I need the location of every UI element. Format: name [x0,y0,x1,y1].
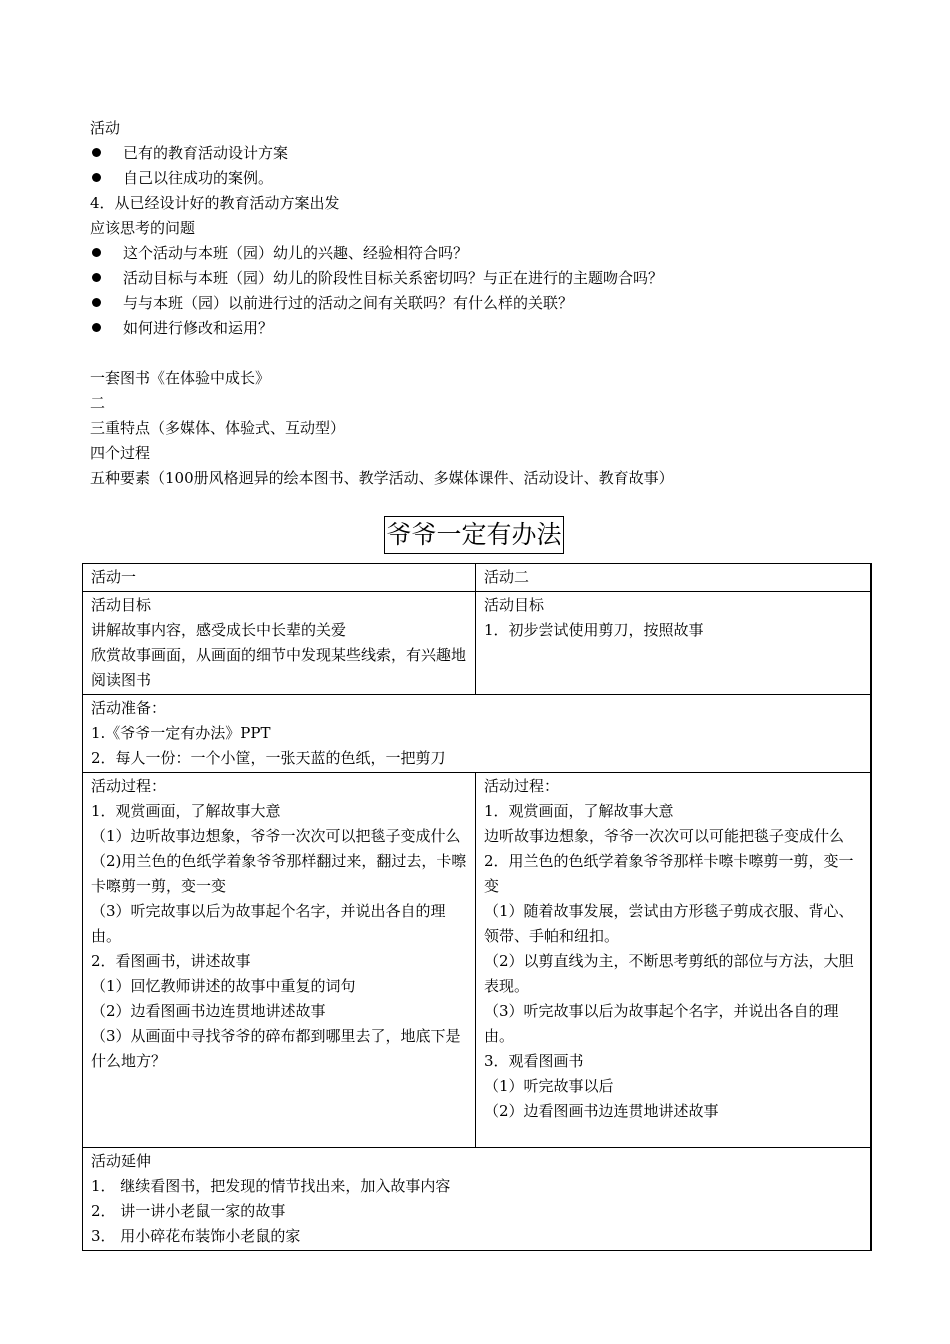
goals-right-line: 活动目标 [484,596,545,614]
process-right-line: （1）随着故事发展，尝试由方形毯子剪成衣服、背心、领带、手帕和纽扣。 [484,902,854,945]
process-left-line: （2）边看图画书边连贯地讲述故事 [91,1002,326,1020]
bullet-item [92,166,273,191]
book-line: 二 [90,394,106,412]
process-right-line: 2．用兰色的色纸学着象爷爷那样卡嚓卡嚓剪一剪，变一变 [484,852,854,895]
book-line: 四个过程 [90,444,151,462]
prep-line: 1.《爷爷一定有办法》PPT [91,724,271,742]
process-cell-left [83,773,476,1148]
activity-table [82,563,872,1251]
goals-left-line: 欣赏故事画面，从画面的细节中发现某些线索，有兴趣地阅读图书 [91,646,467,689]
bullet-dot-icon [92,248,101,257]
section-heading: 应该思考的问题 [90,219,196,237]
extension-line: 2． 讲一讲小老鼠一家的故事 [91,1202,286,1220]
process-row [83,773,871,1148]
bullet-item [92,316,273,341]
extension-cell [83,1148,871,1251]
book-line: 五种要素（100册风格迥异的绘本图书、教学活动、多媒体课件、活动设计、教育故事） [90,469,674,487]
process-left-line: 2．看图画书，讲述故事 [91,952,251,970]
bullet-dot-icon [92,273,101,282]
table-header-row [83,564,871,592]
prep-cell [83,695,871,773]
process-right-line: 活动过程： [484,777,560,795]
goals-left-line: 讲解故事内容，感受成长中长辈的关爱 [91,621,347,639]
bullet-item [92,241,468,266]
bullet-text: 已有的教育活动设计方案 [123,144,289,162]
book-line: 一套图书《在体验中成长》 [90,369,271,387]
process-left-line: （1）回忆教师讲述的故事中重复的词句 [91,977,356,995]
extension-row [83,1148,871,1251]
process-left-line: （2)用兰色的色纸学着象爷爷那样翻过来，翻过去，卡嚓卡嚓剪一剪，变一变 [91,852,467,895]
bullet-dot-icon [92,298,101,307]
goals-cell-left [83,592,476,695]
prep-row [83,695,871,773]
process-right-line: （1）听完故事以后 [484,1077,614,1095]
process-right-line: （2）边看图画书边连贯地讲述故事 [484,1102,719,1120]
bullet-dot-icon [92,148,101,157]
extension-line: 活动延伸 [91,1152,152,1170]
process-cell-right [476,773,871,1148]
bullet-item [92,291,573,316]
bullet-item [92,266,663,291]
goals-left-line: 活动目标 [91,596,152,614]
bullet-item [92,141,288,166]
extension-line: 3． 用小碎花布装饰小老鼠的家 [91,1227,301,1245]
process-left-line: 活动过程： [91,777,167,795]
bullet-dot-icon [92,323,101,332]
goals-cell-right [476,592,871,695]
section-heading: 4．从已经设计好的教育活动方案出发 [90,194,340,212]
process-right-line: 3．观看图画书 [484,1052,584,1070]
bullet-dot-icon [92,173,101,182]
header-cell-activity-2: 活动二 [476,564,871,592]
bullet-text: 活动目标与本班（园）幼儿的阶段性目标关系密切吗？与正在进行的主题吻合吗？ [123,269,664,287]
intro-heading: 活动 [90,119,121,137]
process-left-line: （3）从画面中寻找爷爷的碎布都到哪里去了，地底下是什么地方？ [91,1027,461,1070]
goals-row [83,592,871,695]
bullet-text: 这个活动与本班（园）幼儿的兴趣、经验相符合吗？ [123,244,469,262]
book-line: 三重特点（多媒体、体验式、互动型） [90,419,346,437]
header-cell-activity-1: 活动一 [83,564,476,592]
process-right-line: （3）听完故事以后为故事起个名字，并说出各自的理由。 [484,1002,839,1045]
process-left-line: （3）听完故事以后为故事起个名字，并说出各自的理由。 [91,902,446,945]
bullet-text: 与与本班（园）以前进行过的活动之间有关联吗？有什么样的关联？ [123,294,574,312]
process-left-line: 1．观赏画面，了解故事大意 [91,802,281,820]
bullet-text: 自己以往成功的案例。 [123,169,274,187]
document-title: 爷爷一定有办法 [384,516,564,554]
process-right-line: 边听故事边想象，爷爷一次次可以可能把毯子变成什么 [484,827,845,845]
prep-line: 活动准备： [91,699,167,717]
process-right-line: （2）以剪直线为主，不断思考剪纸的部位与方法，大胆表现。 [484,952,854,995]
process-left-line: （1）边听故事边想象，爷爷一次次可以把毯子变成什么 [91,827,461,845]
goals-right-line: 1．初步尝试使用剪刀，按照故事 [484,621,704,639]
prep-line: 2．每人一份：一个小筐，一张天蓝的色纸，一把剪刀 [91,749,446,767]
bullet-text: 如何进行修改和运用？ [123,319,274,337]
extension-line: 1． 继续看图书，把发现的情节找出来，加入故事内容 [91,1177,451,1195]
process-right-line: 1．观赏画面，了解故事大意 [484,802,674,820]
